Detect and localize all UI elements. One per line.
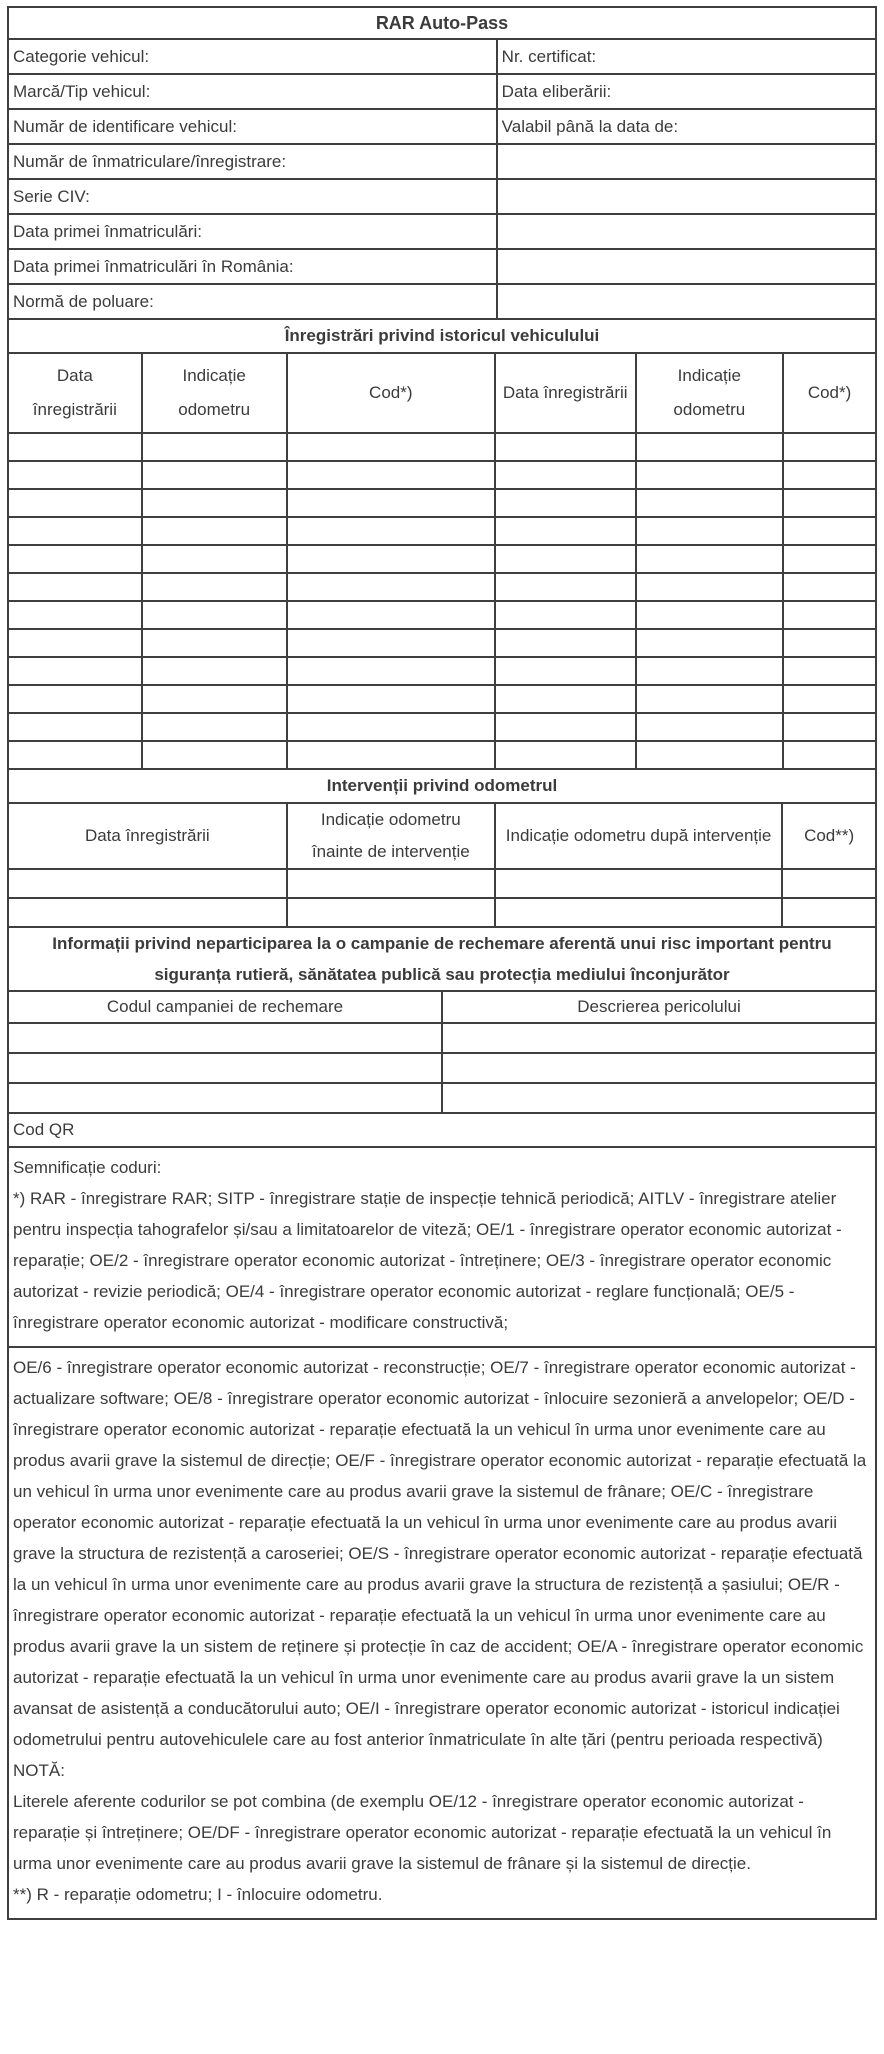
empty-table-row [8, 1023, 876, 1053]
empty-cell [495, 461, 636, 489]
empty-cell [142, 461, 287, 489]
empty-cell [783, 517, 876, 545]
field-label-norma-de-poluare: Normă de poluare: [8, 284, 497, 319]
empty-table-row [8, 713, 876, 741]
column-header-cod: Cod*) [783, 353, 876, 433]
empty-cell [783, 657, 876, 685]
empty-cell [495, 517, 636, 545]
empty-cell [287, 489, 495, 517]
empty-cell [287, 869, 495, 898]
empty-table-row [8, 573, 876, 601]
empty-cell [495, 685, 636, 713]
legend-part1-cell [8, 1147, 876, 1347]
empty-cell [783, 741, 876, 769]
field-label-marca-tip-vehicul: Marcă/Tip vehicul: [8, 74, 497, 109]
empty-cell [783, 629, 876, 657]
empty-cell [495, 629, 636, 657]
column-header-data-inregistrarii: Data înregistrării [8, 803, 287, 869]
empty-cell [783, 545, 876, 573]
empty-cell [142, 601, 287, 629]
empty-cell [495, 657, 636, 685]
empty-cell [142, 517, 287, 545]
legend-part2-cell [8, 1347, 876, 1919]
field-label-data-eliberarii: Data eliberării: [497, 74, 876, 109]
qr-code-label: Cod QR [8, 1113, 876, 1147]
empty-table-row [8, 461, 876, 489]
empty-cell [8, 601, 142, 629]
empty-cell [636, 657, 784, 685]
interventions-section-title: Intervenții privind odometrul [8, 769, 876, 803]
empty-cell [142, 545, 287, 573]
empty-cell [287, 657, 495, 685]
empty-cell [142, 573, 287, 601]
table-row [8, 74, 876, 109]
empty-cell [8, 433, 142, 461]
empty-table-row [8, 898, 876, 927]
table-row [8, 249, 876, 284]
empty-cell [442, 1053, 876, 1083]
interventions-empty-rows [8, 869, 876, 927]
empty-cell [287, 685, 495, 713]
empty-cell [287, 713, 495, 741]
history-empty-rows [8, 433, 876, 769]
page-title: RAR Auto-Pass [8, 7, 876, 39]
field-label-numar-inmatriculare: Număr de înmatriculare/înregistrare: [8, 144, 497, 179]
empty-cell [8, 869, 287, 898]
empty-cell [636, 713, 784, 741]
recall-header-row [8, 991, 876, 1023]
empty-cell [495, 713, 636, 741]
field-label-categorie-vehicul: Categorie vehicul: [8, 39, 497, 74]
empty-cell [636, 685, 784, 713]
column-header-data-inregistrarii: Data înregistrării [495, 353, 636, 433]
empty-cell [497, 144, 876, 179]
empty-cell [636, 741, 784, 769]
table-row [8, 144, 876, 179]
interventions-section-row [8, 769, 876, 803]
empty-cell [8, 898, 287, 927]
empty-cell [497, 249, 876, 284]
history-header-row [8, 353, 876, 433]
empty-cell [495, 433, 636, 461]
empty-cell [8, 517, 142, 545]
empty-cell [782, 869, 876, 898]
column-header-indicatie-odometru: Indicație odometru [142, 353, 287, 433]
legend-codes-part2: OE/6 - înregistrare operator economic autorizat - reconstrucție; OE/7 - înregistrare operator economic autorizat - actualizare software; OE/8 - înregistrare operator economic autorizat - înlocuire sezonieră a anvelopelor; OE/D - înregistrare operator economic autorizat - reparație efectuată la un vehicul în urma unor evenimente care au produs avarii grave la sistemul de direcție; OE/F - înregistrare operator economic autorizat - reparație efectuată la un vehicul în urma unor evenimente care au produs avarii grave la sistemul de frânare; OE/C - înregistrare operator economic autorizat - reparație efectuată la un vehicul în urma unor evenimente care au produs avarii grave la structura de rezistență a caroseriei; OE/S - înregistrare operator economic autorizat - reparație efectuată la un vehicul în urma unor evenimente care au produs avarii grave la structura de rezistență a șasiului; OE/R - înregistrare operator economic autorizat - reparație efectuată la un vehicul în urma unor evenimente care au produs avarii grave la un sistem de reținere și protecție în caz de accident; OE/A - înregistrare operator economic autorizat - reparație efectuată la un vehicul în urma unor evenimente care au produs avarii grave la un sistem avansat de asistență a conducătorului auto; OE/I - înregistrare operator economic autorizat - istoricul indicației odometrului pentru autovehiculele care au fost anterior înmatriculate în alte țări (pentru perioada respectivă) [13, 1358, 867, 1749]
empty-cell [8, 685, 142, 713]
empty-cell [442, 1083, 876, 1113]
empty-cell [8, 545, 142, 573]
empty-cell [782, 898, 876, 927]
interventions-header-row [8, 803, 876, 869]
empty-cell [495, 545, 636, 573]
empty-cell [783, 573, 876, 601]
history-section-title: Înregistrări privind istoricul vehiculului [8, 319, 876, 353]
empty-cell [783, 713, 876, 741]
empty-cell [8, 489, 142, 517]
field-label-serie-civ: Serie CIV: [8, 179, 497, 214]
empty-cell [495, 601, 636, 629]
empty-cell [142, 629, 287, 657]
document-title-row [8, 7, 876, 39]
empty-cell [495, 489, 636, 517]
column-header-odometru-inainte: Indicație odometru înainte de intervenție [287, 803, 495, 869]
legend-row-part2 [8, 1347, 876, 1919]
history-section-row [8, 319, 876, 353]
empty-cell [636, 629, 784, 657]
empty-cell [495, 741, 636, 769]
empty-table-row [8, 741, 876, 769]
empty-cell [287, 898, 495, 927]
empty-cell [783, 433, 876, 461]
column-header-descrierea-pericolului: Descrierea pericolului [442, 991, 876, 1023]
empty-cell [783, 489, 876, 517]
vehicle-info-table [7, 6, 877, 320]
nota-title: NOTĂ: [13, 1761, 65, 1780]
table-row [8, 179, 876, 214]
empty-cell [495, 869, 782, 898]
table-row [8, 284, 876, 319]
qr-code-row [8, 1113, 876, 1147]
empty-cell [497, 179, 876, 214]
empty-table-row [8, 1053, 876, 1083]
empty-cell [783, 685, 876, 713]
field-label-data-primei-inmatriculari: Data primei înmatriculări: [8, 214, 497, 249]
table-row [8, 214, 876, 249]
recall-empty-rows [8, 1023, 876, 1113]
rar-auto-pass-document [7, 6, 877, 1920]
empty-cell [142, 713, 287, 741]
qr-legend-table [7, 1112, 877, 1920]
legend-footnote: **) R - reparație odometru; I - înlocuire odometru. [13, 1885, 383, 1904]
empty-cell [287, 629, 495, 657]
column-header-codul-campaniei: Codul campaniei de rechemare [8, 991, 442, 1023]
empty-cell [8, 573, 142, 601]
column-header-cod: Cod**) [782, 803, 876, 869]
empty-cell [636, 489, 784, 517]
empty-cell [495, 573, 636, 601]
empty-cell [142, 433, 287, 461]
empty-cell [783, 601, 876, 629]
recall-section-title: Informații privind neparticiparea la o campanie de rechemare aferentă unui risc important pentru siguranța rutieră, sănătatea publică sau protecția mediului înconjurător [8, 927, 876, 991]
history-table [7, 318, 877, 770]
interventions-table [7, 768, 877, 928]
column-header-data-inregistrarii: Data înregistrării [8, 353, 142, 433]
empty-table-row [8, 433, 876, 461]
field-label-data-primei-inmatriculari-romania: Data primei înmatriculări în România: [8, 249, 497, 284]
empty-cell [142, 685, 287, 713]
empty-cell [636, 601, 784, 629]
empty-table-row [8, 685, 876, 713]
empty-cell [783, 461, 876, 489]
recall-table [7, 926, 877, 1114]
column-header-cod: Cod*) [287, 353, 495, 433]
legend-codes-part1: *) RAR - înregistrare RAR; SITP - înregistrare stație de inspecție tehnică periodică; AITLV - înregistrare atelier pentru inspecția tahografelor și/sau a limitatoarelor de viteză; OE/1 - înregistrare operator economic autorizat - reparație; OE/2 - înregistrare operator economic autorizat - întreținere; OE/3 - înregistrare operator economic autorizat - revizie periodică; OE/4 - înregistrare operator economic autorizat - reglare funcțională; OE/5 - înregistrare operator economic autorizat - modificare constructivă; [13, 1189, 842, 1332]
empty-cell [287, 461, 495, 489]
empty-cell [142, 657, 287, 685]
empty-cell [8, 1083, 442, 1113]
field-label-valabil-pana-la: Valabil până la data de: [497, 109, 876, 144]
nota-text: Literele aferente codurilor se pot combina (de exemplu OE/12 - înregistrare operator economic autorizat - reparație și întreținere; OE/DF - înregistrare operator economic autorizat - reparație efectuată la un vehicul în urma unor evenimente care au produs avarii grave la sistemul de frânare și la sistemul de direcție. [13, 1792, 832, 1873]
empty-cell [287, 545, 495, 573]
legend-title: Semnificație coduri: [13, 1158, 162, 1177]
empty-cell [8, 741, 142, 769]
empty-cell [287, 601, 495, 629]
empty-cell [142, 489, 287, 517]
empty-cell [495, 898, 782, 927]
table-row [8, 39, 876, 74]
empty-cell [8, 629, 142, 657]
empty-table-row [8, 489, 876, 517]
empty-cell [287, 433, 495, 461]
empty-cell [636, 517, 784, 545]
empty-cell [8, 713, 142, 741]
empty-table-row [8, 517, 876, 545]
empty-cell [287, 517, 495, 545]
table-row [8, 109, 876, 144]
column-header-indicatie-odometru: Indicație odometru [636, 353, 784, 433]
empty-cell [497, 284, 876, 319]
field-label-nr-certificat: Nr. certificat: [497, 39, 876, 74]
empty-cell [142, 741, 287, 769]
empty-cell [8, 1023, 442, 1053]
empty-cell [287, 573, 495, 601]
empty-cell [8, 1053, 442, 1083]
legend-row-part1 [8, 1147, 876, 1347]
empty-cell [636, 461, 784, 489]
empty-cell [442, 1023, 876, 1053]
empty-cell [287, 741, 495, 769]
empty-table-row [8, 545, 876, 573]
column-header-odometru-dupa: Indicație odometru după intervenție [495, 803, 782, 869]
empty-table-row [8, 657, 876, 685]
empty-table-row [8, 629, 876, 657]
recall-section-row [8, 927, 876, 991]
empty-cell [636, 545, 784, 573]
empty-cell [8, 461, 142, 489]
field-label-numar-identificare: Număr de identificare vehicul: [8, 109, 497, 144]
empty-table-row [8, 1083, 876, 1113]
empty-cell [636, 573, 784, 601]
empty-cell [636, 433, 784, 461]
empty-table-row [8, 869, 876, 898]
empty-cell [8, 657, 142, 685]
empty-cell [497, 214, 876, 249]
empty-table-row [8, 601, 876, 629]
